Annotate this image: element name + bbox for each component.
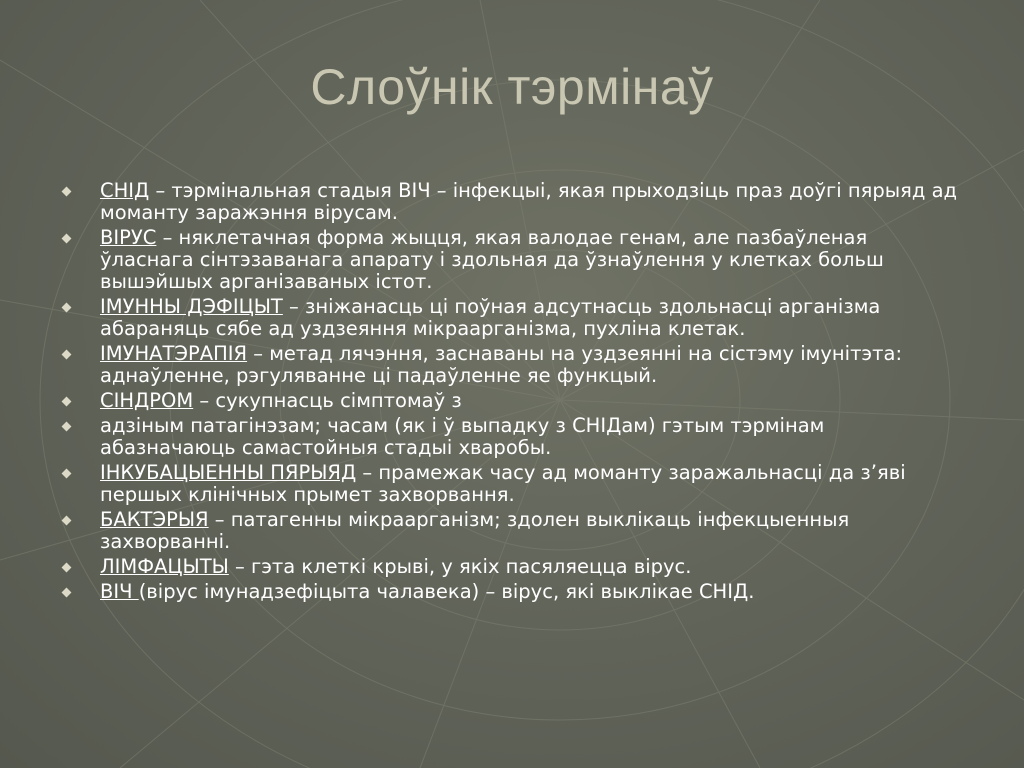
term-link[interactable]: ВІРУС xyxy=(100,226,157,249)
term-link[interactable]: ІНКУБАЦЫЕННЫ ПЯРЫЯД xyxy=(100,461,357,484)
term-link[interactable]: СІНДРОМ xyxy=(100,389,194,412)
list-item xyxy=(60,343,960,387)
diamond-bullet-icon xyxy=(62,303,72,313)
list-item xyxy=(60,581,960,603)
diamond-bullet-icon xyxy=(62,397,72,407)
diamond-bullet-icon xyxy=(62,234,72,244)
slide-title: Слоўнік тэрмінаў xyxy=(310,59,714,115)
term-link[interactable]: ЛІМФАЦЫТЫ xyxy=(100,555,229,578)
term-link[interactable]: ІМУНАТЭРАПІЯ xyxy=(100,342,248,365)
term-link[interactable]: ВІЧ xyxy=(100,580,139,603)
term-link[interactable]: СНІД xyxy=(100,179,150,202)
list-item xyxy=(60,509,960,553)
term-definition: – тэрмінальная стадыя ВІЧ – інфекцыі, якая прыходзіць праз доўгі пярыяд ад моманту заражэння вірусам. xyxy=(100,179,958,224)
term-definition: адзіным патагінэзам; часам (як і ў выпадку з СНІДам) гэтым тэрмінам абазначаюць самастойныя стадыі хваробы. xyxy=(100,414,825,459)
list-item xyxy=(60,227,960,293)
term-definition: – метад лячэння, заснаваны на уздзеянні на сістэму імунітэта: аднаўленне, рэгуляванне ці падаўленне яе функцый. xyxy=(100,342,903,387)
list-item xyxy=(60,390,960,412)
term-link[interactable]: ІМУННЫ ДЭФІЦЫТ xyxy=(100,295,283,318)
diamond-bullet-icon xyxy=(62,469,72,479)
diamond-bullet-icon xyxy=(62,588,72,598)
diamond-bullet-icon xyxy=(62,516,72,526)
list-item xyxy=(60,415,960,459)
term-definition: (вірус імунадзефіцыта чалавека) – вірус, які выклікае СНІД. xyxy=(138,580,755,603)
diamond-bullet-icon xyxy=(62,350,72,360)
list-item xyxy=(60,296,960,340)
term-definition: – няклетачная форма жыцця, якая валодае генам, але пазбаўленая ўласнага сінтэзаванага апарату і здольная да ўзнаўлення у клетках больш вышэйшых арганізаваных істот. xyxy=(100,226,884,293)
term-definition: – сукупнасць сімптомаў з xyxy=(193,389,462,412)
term-definition: – зніжанасць ці поўная адсутнасць здольнасці арганізма абараняць сябе ад уздзеяння мікраарганізма, пухліна клетак. xyxy=(100,295,881,340)
term-definition: – прамежак часу ад моманту заражальнасці да з’яві першых клінічных прымет захворвання. xyxy=(100,461,906,506)
term-link[interactable]: БАКТЭРЫЯ xyxy=(100,508,209,531)
list-item xyxy=(60,462,960,506)
term-definition: – гэта клеткі крыві, у якіх пасяляецца вірус. xyxy=(228,555,692,578)
glossary-list xyxy=(60,180,960,606)
list-item xyxy=(60,556,960,578)
list-item xyxy=(60,180,960,224)
term-definition: – патагенны мікраарганізм; здолен выклікаць інфекцыенныя захворванні. xyxy=(100,508,850,553)
diamond-bullet-icon xyxy=(62,563,72,573)
diamond-bullet-icon xyxy=(62,422,72,432)
diamond-bullet-icon xyxy=(62,187,72,197)
